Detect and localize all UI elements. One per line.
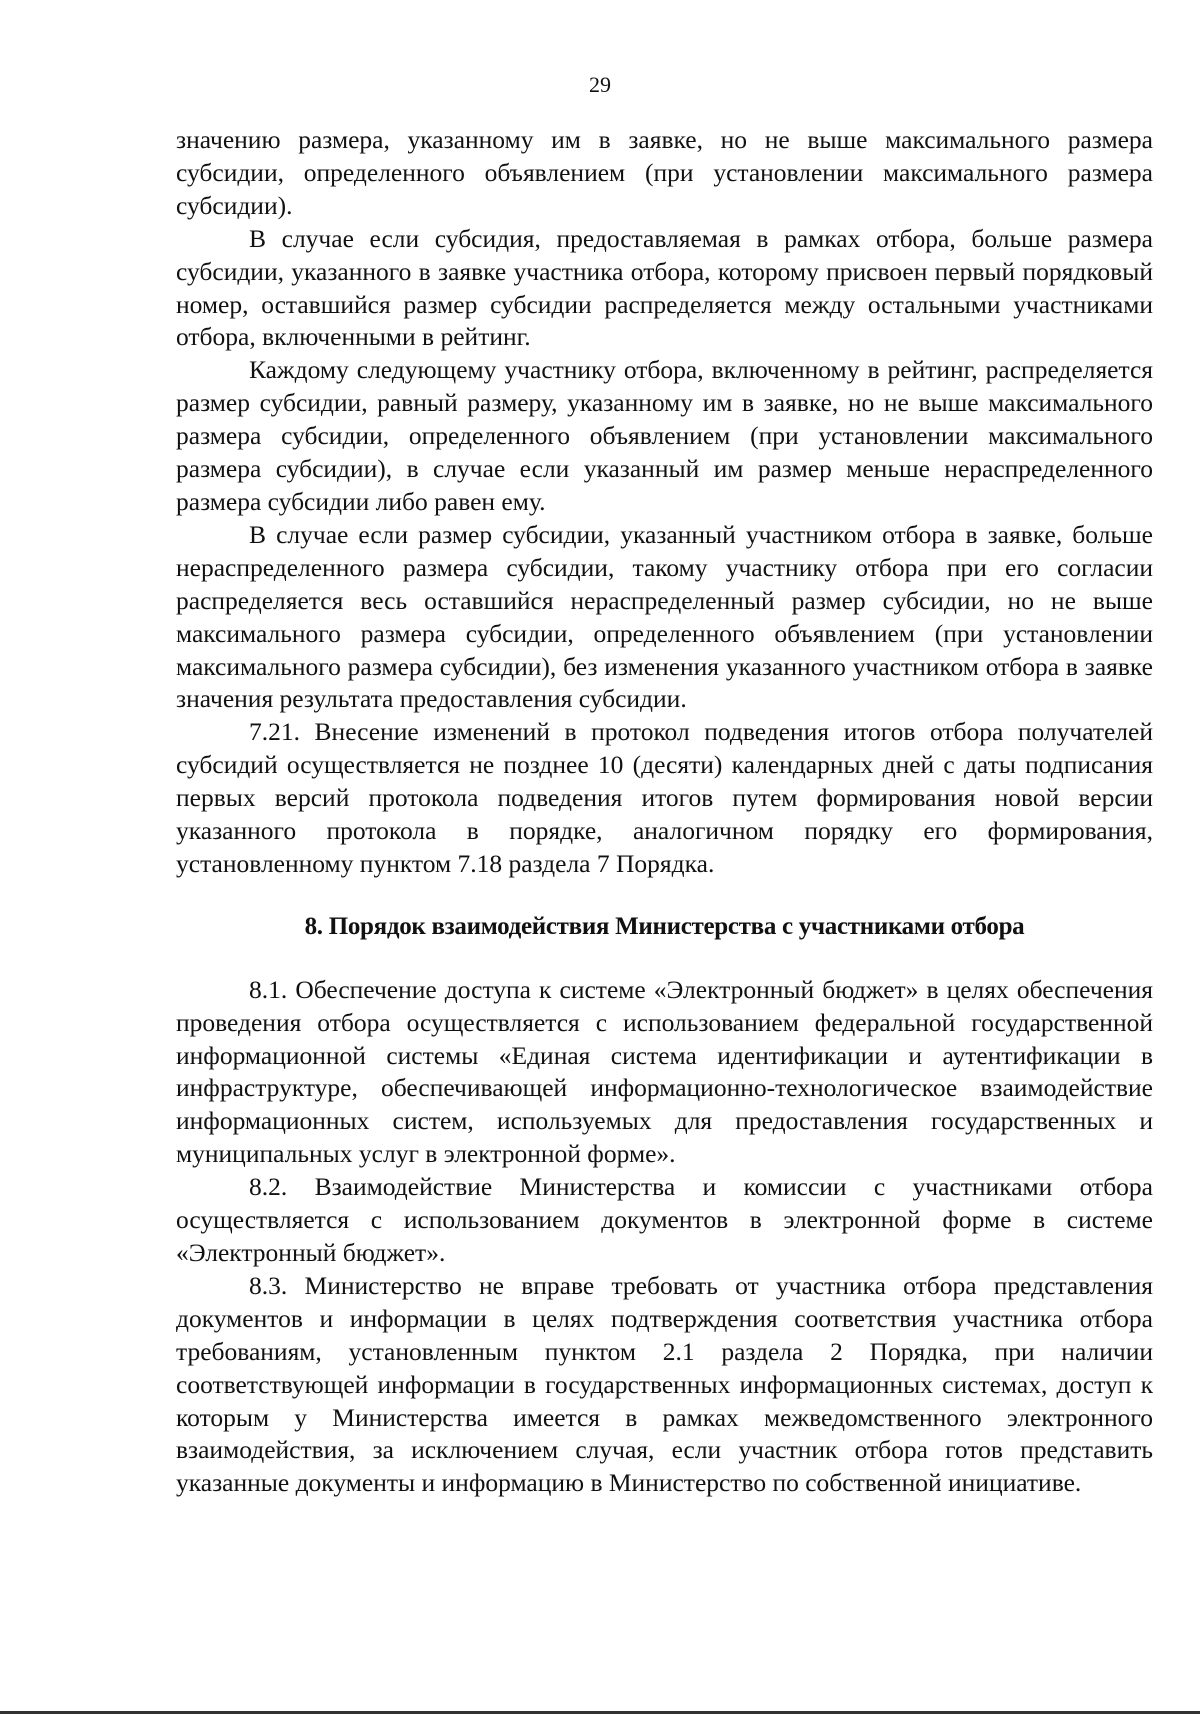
- paragraph: В случае если субсидия, предоставляемая в рамках отбора, больше размера субсидии, указанного в заявке участника отбора, которому присвоен первый порядковый номер, оставшийся размер субсидии распределяется между остальными участниками отбора, включенными в рейтинг.: [176, 223, 1153, 352]
- page-number: 29: [589, 72, 611, 97]
- paragraph-8-3: 8.3. Министерство не вправе требовать от участника отбора представления документов и информации в целях подтверждения соответствия участника отбора требованиям, установленным пунктом 2.1 раздела 2 Порядка, при наличии соответствующей информации в государственных информационных системах, доступ к которым у Министерства имеется в рамках межведомственного электронного взаимодействия, за исключением случая, если участник отбора готов представить указанные документы и информацию в Министерство по собственной инициативе.: [176, 1270, 1153, 1498]
- section-heading: 8. Порядок взаимодействия Министерства с участниками отбора: [304, 912, 1025, 940]
- paragraph-8-1: 8.1. Обеспечение доступа к системе «Электронный бюджет» в целях обеспечения проведения отбора осуществляется с использованием федеральной государственной информационной системы «Единая система идентификации и аутентификации в инфраструктуре, обеспечивающей информационно-технологическое взаимодействие информационных систем, используемых для предоставления государственных и муниципальных услуг в электронной форме».: [176, 974, 1153, 1169]
- paragraph: Каждому следующему участнику отбора, включенному в рейтинг, распределяется размер субсидии, равный размеру, указанному им в заявке, но не выше максимального размера субсидии, определенного объявлением (при установлении максимального размера субсидии), в случае если указанный им размер меньше нераспределенного размера субсидии либо равен ему.: [176, 355, 1153, 516]
- document-body: [176, 124, 1153, 1500]
- paragraph: В случае если размер субсидии, указанный участником отбора в заявке, больше нераспределенного размера субсидии, такому участнику отбора при его согласии распределяется весь оставшийся нераспределенный размер субсидии, но не выше максимального размера субсидии, определенного объявлением (при установлении максимального размера субсидии), без изменения указанного участником отбора в заявке значения результата предоставления субсидии.: [176, 519, 1153, 714]
- paragraph-8-2: 8.2. Взаимодействие Министерства и комиссии с участниками отбора осуществляется с использованием документов в электронной форме в системе «Электронный бюджет».: [176, 1172, 1153, 1267]
- paragraph: значению размера, указанному им в заявке, но не выше максимального размера субсидии, определенного объявлением (при установлении максимального размера субсидии).: [176, 125, 1153, 220]
- paragraph-7-21: 7.21. Внесение изменений в протокол подведения итогов отбора получателей субсидий осуществляется не позднее 10 (десяти) календарных дней с даты подписания первых версий протокола подведения итогов путем формирования новой версии указанного протокола в порядке, аналогичном порядку его формирования, установленному пунктом 7.18 раздела 7 Порядка.: [176, 717, 1153, 878]
